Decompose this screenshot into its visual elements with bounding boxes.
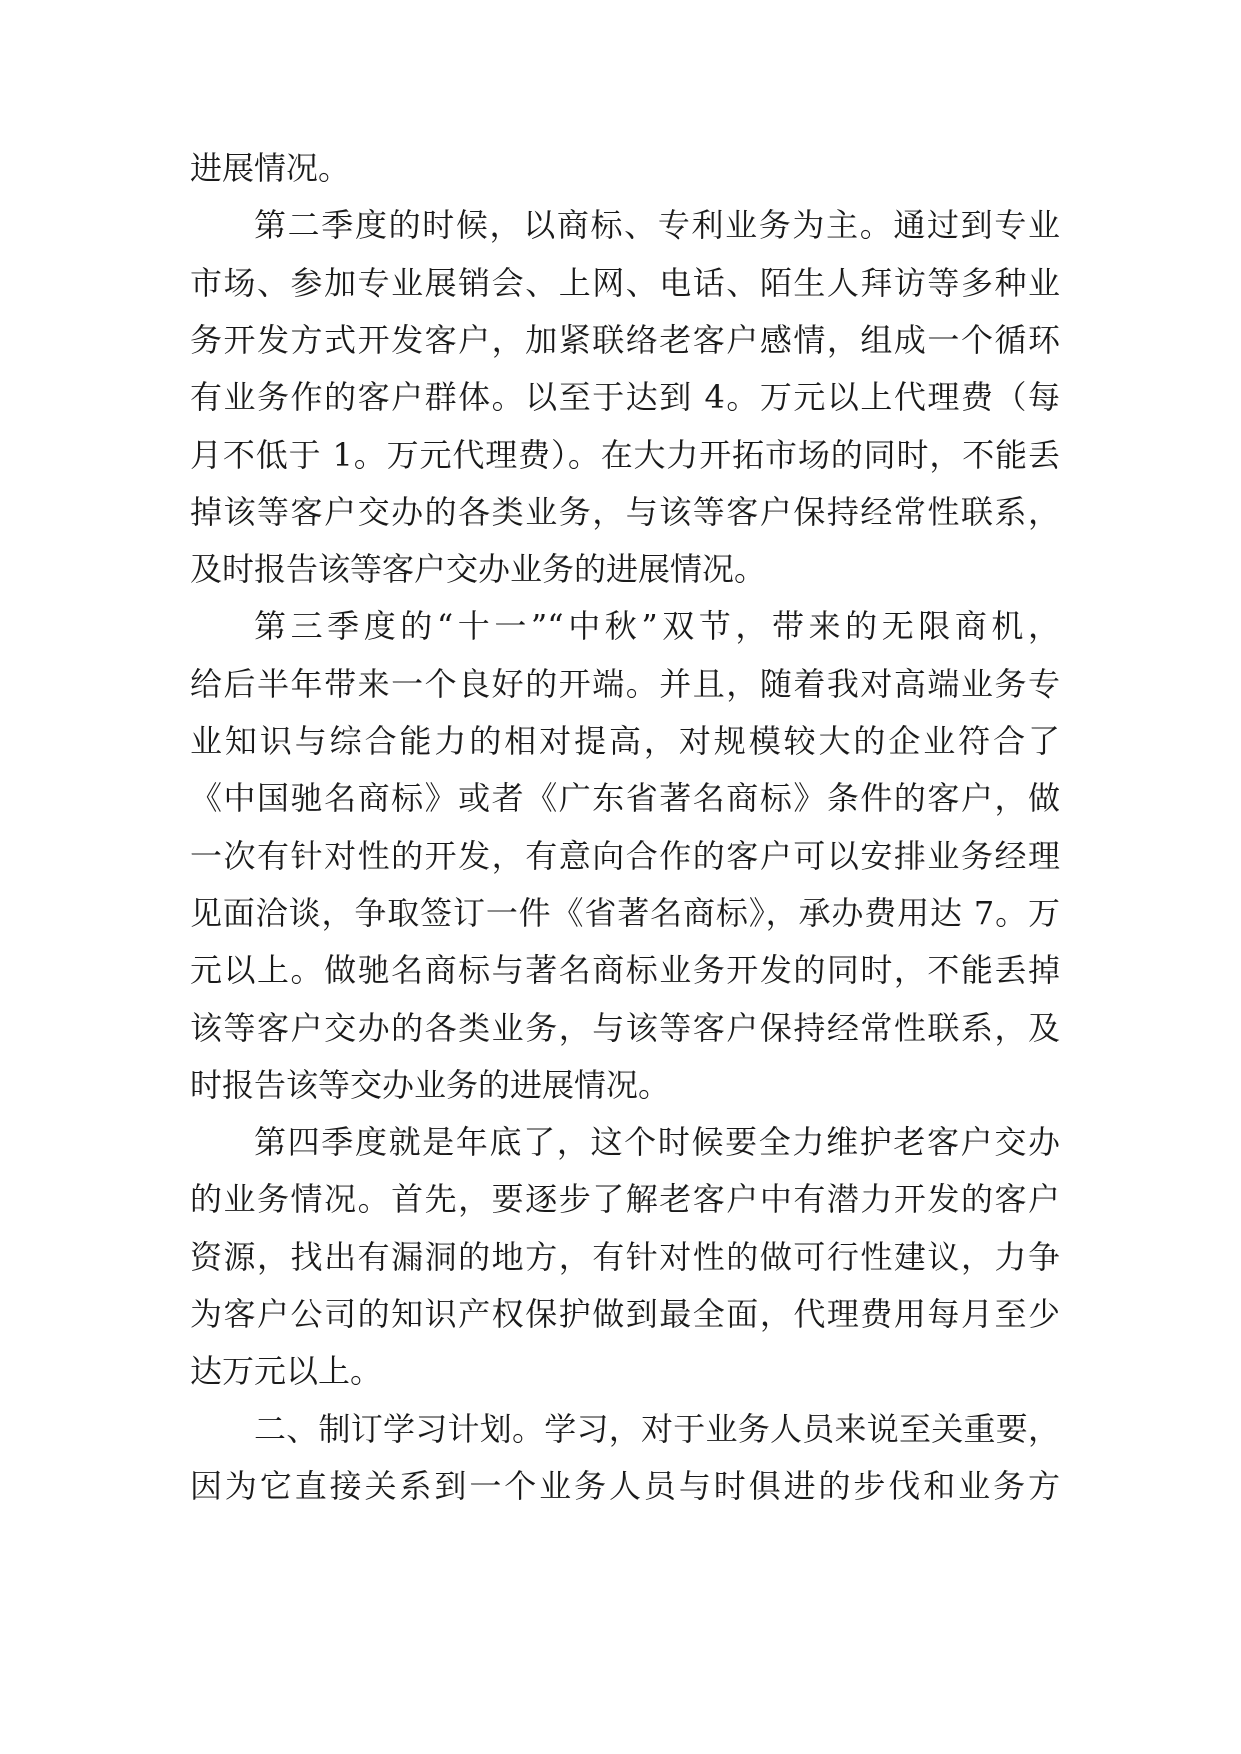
text-line: 该等客户交办的各类业务，与该等客户保持经常性联系，及 xyxy=(190,1009,1060,1047)
text-line: 市场、参加专业展销会、上网、电话、陌生人拜访等多种业 xyxy=(190,264,1060,302)
text-line: 月不低于 1。万元代理费）。在大力开拓市场的同时，不能丢 xyxy=(190,436,1060,474)
text-line: 元以上。做驰名商标与著名商标业务开发的同时，不能丢掉 xyxy=(190,951,1060,989)
text-line: 见面洽谈，争取签订一件《省著名商标》，承办费用达 7。万 xyxy=(190,894,1060,932)
text-line: 有业务作的客户群体。以至于达到 4。万元以上代理费（每 xyxy=(190,378,1060,416)
text-line: 《中国驰名商标》或者《广东省著名商标》条件的客户，做 xyxy=(190,779,1060,817)
text-line: 时报告该等交办业务的进展情况。 xyxy=(190,1066,671,1104)
text-line: 的业务情况。首先，要逐步了解老客户中有潜力开发的客户 xyxy=(190,1180,1060,1218)
text-line: 掉该等客户交办的各类业务，与该等客户保持经常性联系， xyxy=(190,493,1060,531)
text-line: 因为它直接关系到一个业务人员与时俱进的步伐和业务方 xyxy=(190,1467,1060,1505)
text-line: 达万元以上。 xyxy=(190,1352,383,1390)
text-line: 给后半年带来一个良好的开端。并且，随着我对高端业务专 xyxy=(190,665,1060,703)
text-line: 资源，找出有漏洞的地方，有针对性的做可行性建议，力争 xyxy=(190,1238,1060,1276)
text-line: 及时报告该等客户交办业务的进展情况。 xyxy=(190,550,767,588)
text-line: 二、制订学习计划。学习，对于业务人员来说至关重要， xyxy=(254,1410,1060,1448)
text-line: 第三季度的“十一”“中秋”双节，带来的无限商机， xyxy=(254,607,1060,645)
text-line: 第二季度的时候，以商标、专利业务为主。通过到专业 xyxy=(254,206,1060,244)
text-line: 一次有针对性的开发，有意向合作的客户可以安排业务经理 xyxy=(190,837,1060,875)
text-line: 第四季度就是年底了，这个时候要全力维护老客户交办 xyxy=(254,1123,1060,1161)
text-line: 为客户公司的知识产权保护做到最全面，代理费用每月至少 xyxy=(190,1295,1060,1333)
text-line: 业知识与综合能力的相对提高，对规模较大的企业符合了 xyxy=(190,722,1060,760)
text-line: 进展情况。 xyxy=(190,149,351,187)
text-line: 务开发方式开发客户，加紧联络老客户感情，组成一个循环 xyxy=(190,321,1060,359)
